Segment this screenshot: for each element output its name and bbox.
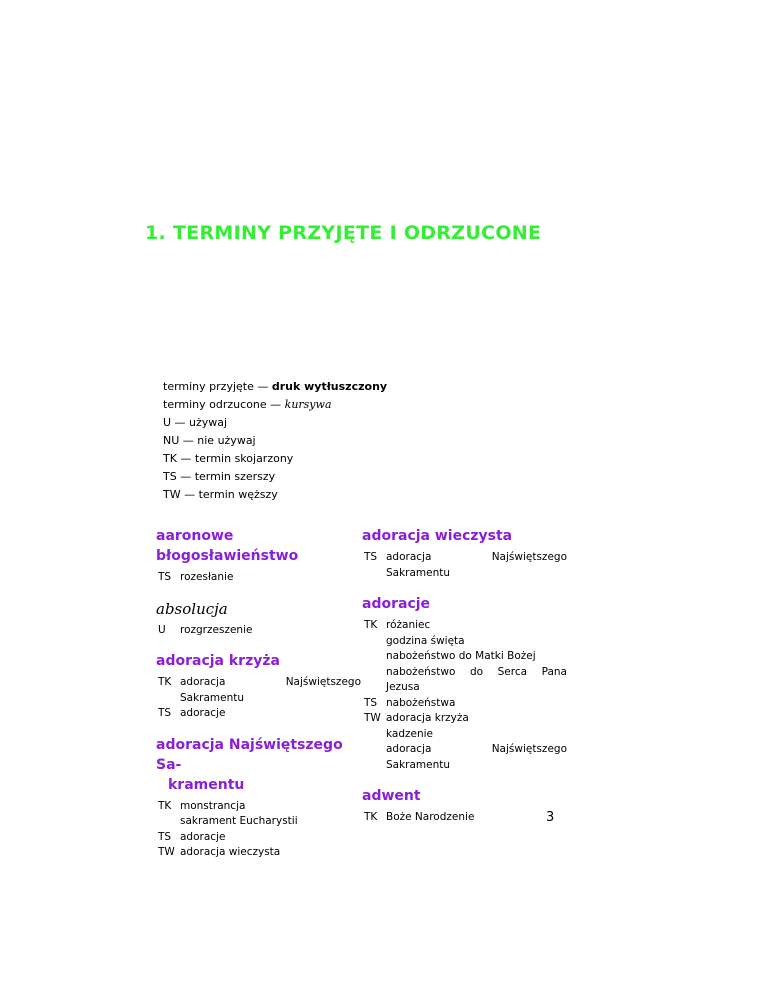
relation-code: U xyxy=(158,623,166,636)
chapter-title: 1. TERMINY PRZYJĘTE I ODRZUCONE xyxy=(145,222,542,244)
relation-code: TS xyxy=(158,830,172,843)
related-term: adoracje xyxy=(180,830,226,843)
relation-code: TS xyxy=(158,707,172,719)
relation-code: TW xyxy=(364,712,381,724)
entry-heading-part: kramentu xyxy=(168,776,245,793)
legend-related: TK — termin skojarzony xyxy=(163,452,294,465)
thesaurus-entry xyxy=(362,526,567,581)
relation-code: TW xyxy=(158,846,175,858)
related-term: kadzenie xyxy=(386,727,433,740)
page-number: 3 xyxy=(546,810,555,825)
legend-text: terminy przyjęte — xyxy=(163,380,272,393)
legend xyxy=(163,378,387,504)
related-term: adoracja krzyża xyxy=(386,712,469,724)
related-term: adoracja Najświętszego Sakramentu xyxy=(386,551,567,579)
entry-heading-rejected: absolucja xyxy=(156,599,228,618)
left-column xyxy=(156,526,361,874)
related-term: rozesłanie xyxy=(180,571,234,583)
related-term: godzina święta xyxy=(386,634,465,647)
relation-row xyxy=(156,845,361,861)
legend-do-not-use: NU — nie używaj xyxy=(163,434,256,447)
relation-code: TK xyxy=(364,619,378,631)
legend-italic-sample: kursywa xyxy=(284,398,332,411)
relation-row xyxy=(362,618,567,696)
related-term: nabożeństwo do Serca Pana Jezusa xyxy=(386,665,567,693)
thesaurus-entry xyxy=(156,599,361,639)
relation-row xyxy=(156,830,361,846)
entry-heading: aaronowe błogosławieństwo xyxy=(156,528,299,564)
entry-heading xyxy=(156,735,361,795)
entry-heading: adoracje xyxy=(362,596,431,612)
right-column xyxy=(362,526,567,839)
relation-row xyxy=(156,623,361,639)
related-term: adoracja Najświętszego Sakramentu xyxy=(180,676,361,704)
legend-accepted xyxy=(163,378,387,396)
relation-code: TK xyxy=(158,799,172,812)
related-term: nabożeństwo do Matki Bożej xyxy=(386,650,536,662)
related-term: adoracje xyxy=(180,707,226,719)
thesaurus-entry xyxy=(362,786,567,826)
thesaurus-entry xyxy=(156,526,361,586)
related-term: monstrancja xyxy=(180,799,246,812)
relation-code: TS xyxy=(364,551,378,563)
relation-code: TK xyxy=(158,676,172,688)
relation-code: TS xyxy=(364,696,378,709)
legend-bold-sample: druk wytłuszczony xyxy=(271,380,388,393)
legend-text: terminy odrzucone — xyxy=(163,398,285,411)
related-term: adoracja Najświętszego Sakramentu xyxy=(386,743,567,771)
relation-row xyxy=(156,570,361,586)
legend-use: U — używaj xyxy=(163,416,228,429)
relation-row xyxy=(362,696,567,712)
entry-heading: adoracja wieczysta xyxy=(362,528,513,544)
legend-rejected xyxy=(163,396,387,414)
relation-row xyxy=(362,711,567,773)
relation-code: TK xyxy=(364,811,378,823)
thesaurus-entry xyxy=(362,594,567,773)
related-term: nabożeństwa xyxy=(386,696,456,709)
related-term: rozgrzeszenie xyxy=(180,623,253,636)
relation-row xyxy=(362,550,567,581)
entry-heading-part: adoracja Najświętszego Sa- xyxy=(156,736,343,773)
relation-row xyxy=(362,810,567,826)
legend-broader: TS — termin szerszy xyxy=(163,470,276,483)
thesaurus-entry xyxy=(156,651,361,722)
relation-row xyxy=(156,675,361,706)
related-term: Boże Narodzenie xyxy=(386,811,475,823)
related-term: sakrament Eucharystii xyxy=(180,815,298,827)
relation-row xyxy=(156,799,361,830)
legend-narrower: TW — termin węższy xyxy=(163,488,278,501)
related-term: różaniec xyxy=(386,619,431,631)
entry-heading: adoracja krzyża xyxy=(156,653,280,669)
thesaurus-entry xyxy=(156,735,361,861)
related-term: adoracja wieczysta xyxy=(180,846,281,858)
relation-code: TS xyxy=(158,571,172,583)
relation-row xyxy=(156,706,361,722)
entry-heading: adwent xyxy=(362,788,421,804)
